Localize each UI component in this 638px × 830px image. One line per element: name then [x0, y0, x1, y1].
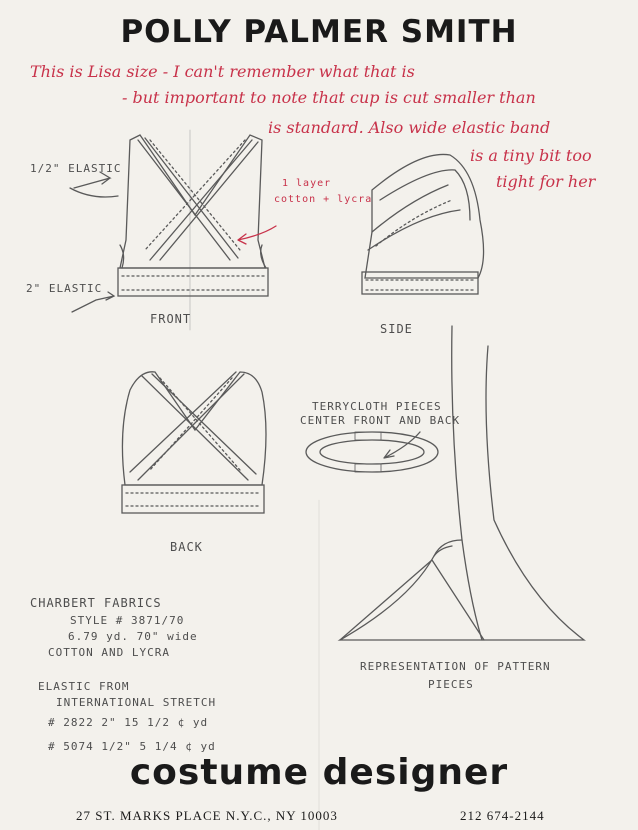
- label-pattern-2: PIECES: [428, 678, 474, 691]
- label-front: FRONT: [150, 312, 192, 326]
- note-line-2: - but important to note that cup is cut smaller than: [122, 88, 536, 107]
- label-two-inch-elastic: 2" ELASTIC: [26, 282, 103, 295]
- fabric-line-1: CHARBERT FABRICS: [30, 596, 162, 610]
- label-layer-2: cotton + lycra: [274, 194, 373, 205]
- front-sketch: [118, 135, 268, 296]
- label-half-inch-elastic: 1/2" ELASTIC: [30, 162, 122, 175]
- label-terry-1: TERRYCLOTH PIECES: [312, 400, 442, 413]
- side-sketch: [362, 154, 484, 294]
- terrycloth-sketch: [306, 432, 438, 472]
- label-layer-1: 1 layer: [282, 178, 332, 189]
- elastic-line-2: INTERNATIONAL STRETCH: [56, 696, 217, 709]
- pattern-pieces-sketch: [340, 326, 584, 640]
- note-line-1: This is Lisa size - I can't remember what that is: [30, 62, 415, 81]
- elastic-line-4: # 5074 1/2" 5 1/4 ¢ yd: [48, 740, 216, 753]
- fabric-line-3: 6.79 yd. 70" wide: [68, 630, 198, 643]
- footer-address: 27 ST. MARKS PLACE N.Y.C., NY 10003: [76, 808, 338, 823]
- letterhead-name: POLLY PALMER SMITH: [120, 14, 518, 50]
- footer-phone: 212 674-2144: [460, 808, 545, 823]
- label-terry-2: CENTER FRONT AND BACK: [300, 414, 461, 427]
- back-sketch: [122, 372, 266, 513]
- elastic-line-3: # 2822 2" 15 1/2 ¢ yd: [48, 716, 209, 729]
- label-pattern-1: REPRESENTATION OF PATTERN: [360, 660, 551, 673]
- note-line-3: is standard. Also wide elastic band: [268, 118, 551, 137]
- label-side: SIDE: [380, 322, 413, 336]
- note-line-5: tight for her: [496, 172, 596, 191]
- elastic-line-1: ELASTIC FROM: [38, 680, 130, 693]
- fabric-line-4: COTTON AND LYCRA: [48, 646, 170, 659]
- letterhead-title: costume designer: [129, 752, 509, 793]
- fabric-line-2: STYLE # 3871/70: [70, 614, 185, 627]
- note-line-4: is a tiny bit too: [470, 146, 592, 165]
- label-back: BACK: [170, 540, 203, 554]
